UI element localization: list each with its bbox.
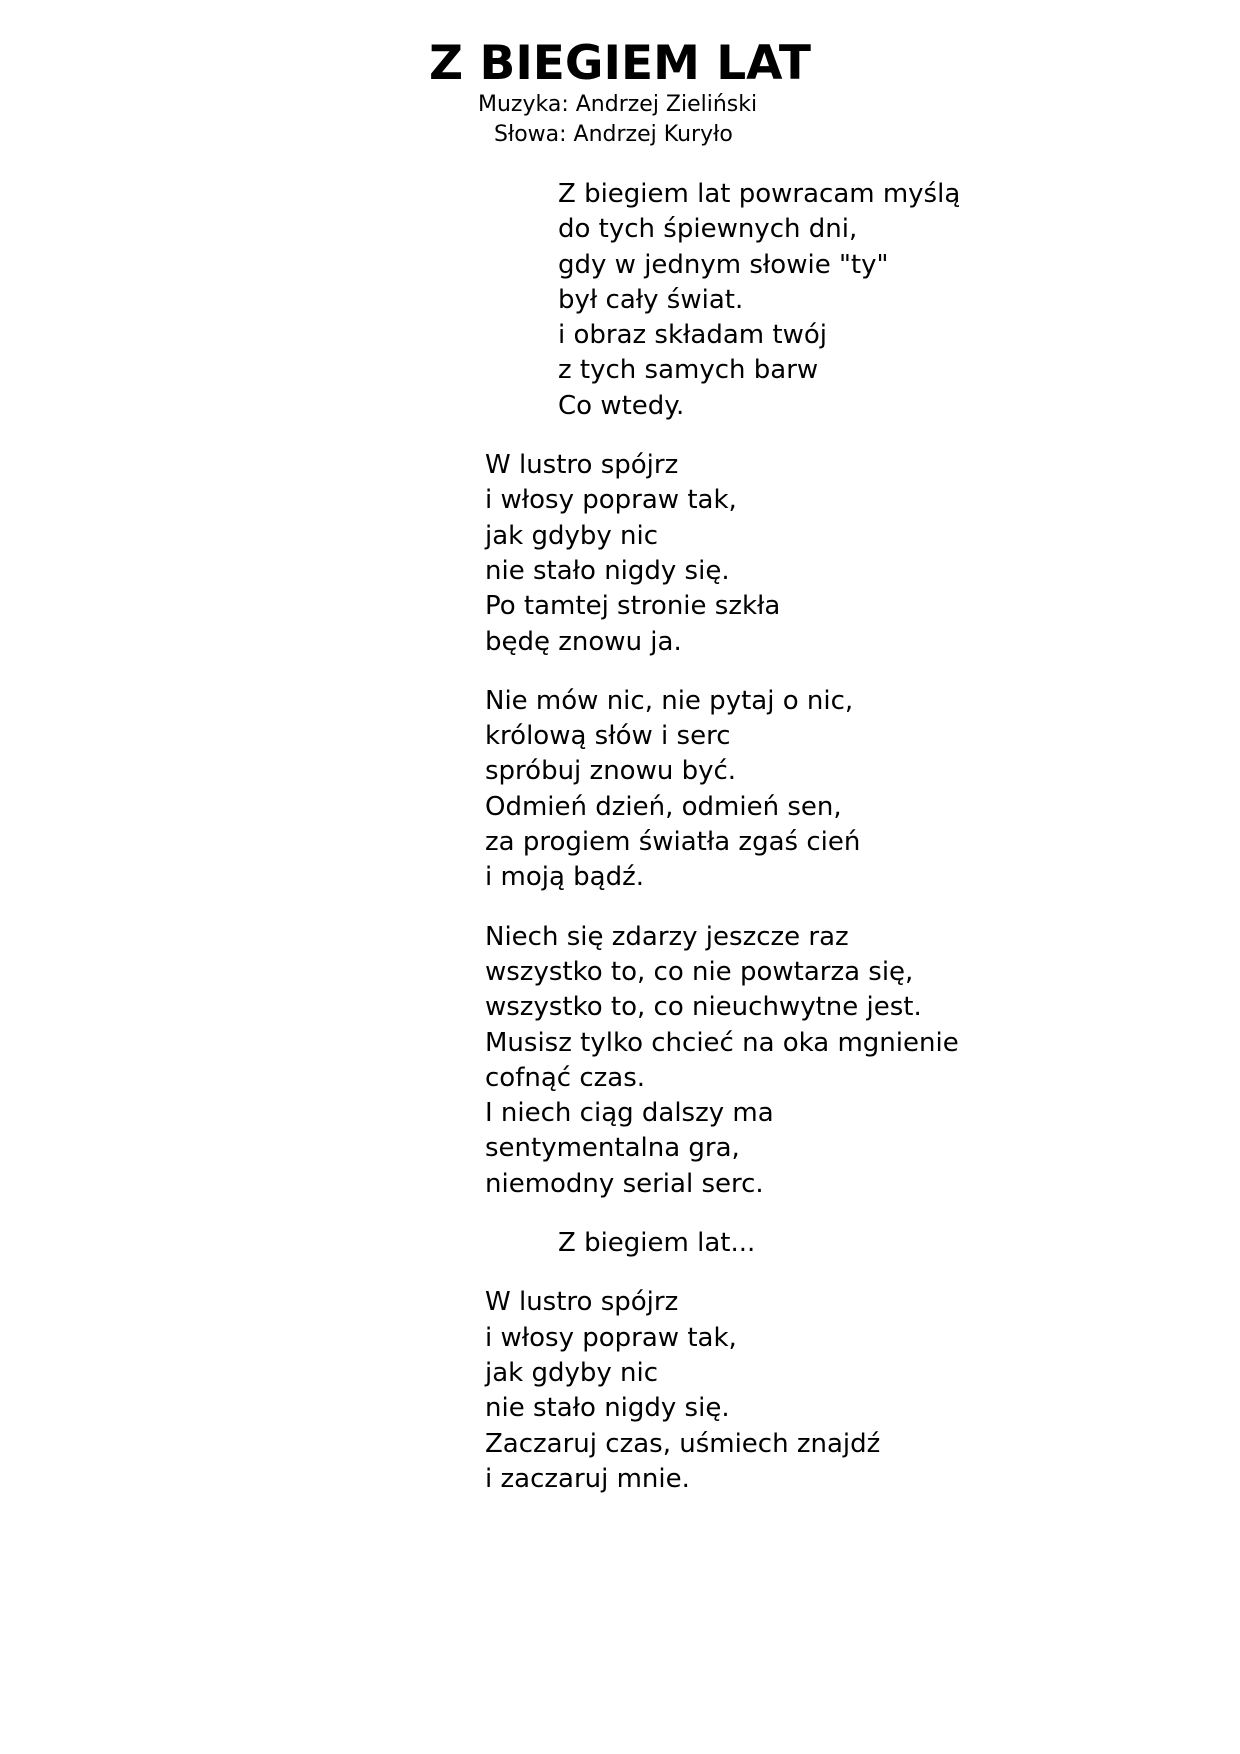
stanza <box>485 1226 1205 1261</box>
stanza <box>485 448 1205 660</box>
verse-line: cofnąć czas. <box>485 1062 646 1093</box>
verse-line: i włosy popraw tak, <box>485 1322 737 1353</box>
verse-line: Z biegiem lat... <box>558 1228 756 1259</box>
verse-line: do tych śpiewnych dni, <box>558 214 858 245</box>
verse-line: jak gdyby nic <box>485 520 659 551</box>
verse-line: za progiem światła zgaś cień <box>485 827 861 858</box>
verse-line: i zaczaruj mnie. <box>485 1463 690 1494</box>
verse-line: wszystko to, co nie powtarza się, <box>485 956 914 987</box>
song-title: Z BIEGIEM LAT <box>429 36 811 91</box>
verse-line: jak gdyby nic <box>485 1357 659 1388</box>
stanza <box>485 1285 1205 1497</box>
verse-line: Odmień dzień, odmień sen, <box>485 791 842 822</box>
verse-line: Nie mów nic, nie pytaj o nic, <box>485 685 854 716</box>
verse-line: i moją bądź. <box>485 862 644 893</box>
stanza <box>485 177 1205 424</box>
song-credits <box>478 90 778 150</box>
words-credit: Słowa: Andrzej Kuryło <box>494 122 733 147</box>
verse-line: nie stało nigdy się. <box>485 1393 730 1424</box>
verse-line: Musisz tylko chcieć na oka mgnienie <box>485 1027 959 1058</box>
verse-line: Zaczaruj czas, uśmiech znajdź <box>485 1428 881 1459</box>
lyrics-body <box>485 177 1205 1497</box>
verse-line: i obraz składam twój <box>558 320 827 351</box>
verse-line: W lustro spójrz <box>485 450 679 481</box>
verse-line: gdy w jednym słowie "ty" <box>558 249 889 280</box>
verse-line: niemodny serial serc. <box>485 1168 764 1199</box>
verse-line: Z biegiem lat powracam myślą <box>558 179 961 209</box>
verse-line: spróbuj znowu być. <box>485 756 737 787</box>
verse-line: sentymentalna gra, <box>485 1133 740 1164</box>
verse-line: wszystko to, co nieuchwytne jest. <box>485 992 922 1023</box>
verse-line: Niech się zdarzy jeszcze raz <box>485 921 849 952</box>
music-credit: Muzyka: Andrzej Zieliński <box>478 92 758 117</box>
verse-line: był cały świat. <box>558 284 744 315</box>
verse-line: będę znowu ja. <box>485 626 682 657</box>
verse-line: Po tamtej stronie szkła <box>485 591 781 622</box>
verse-line: i włosy popraw tak, <box>485 485 737 516</box>
stanza <box>485 684 1205 896</box>
verse-line: nie stało nigdy się. <box>485 555 730 586</box>
verse-line: W lustro spójrz <box>485 1287 679 1318</box>
stanza <box>485 920 1205 1202</box>
verse-line: Co wtedy. <box>558 390 685 421</box>
verse-line: I niech ciąg dalszy ma <box>485 1098 774 1129</box>
verse-line: z tych samych barw <box>558 355 819 386</box>
verse-line: królową słów i serc <box>485 721 731 752</box>
